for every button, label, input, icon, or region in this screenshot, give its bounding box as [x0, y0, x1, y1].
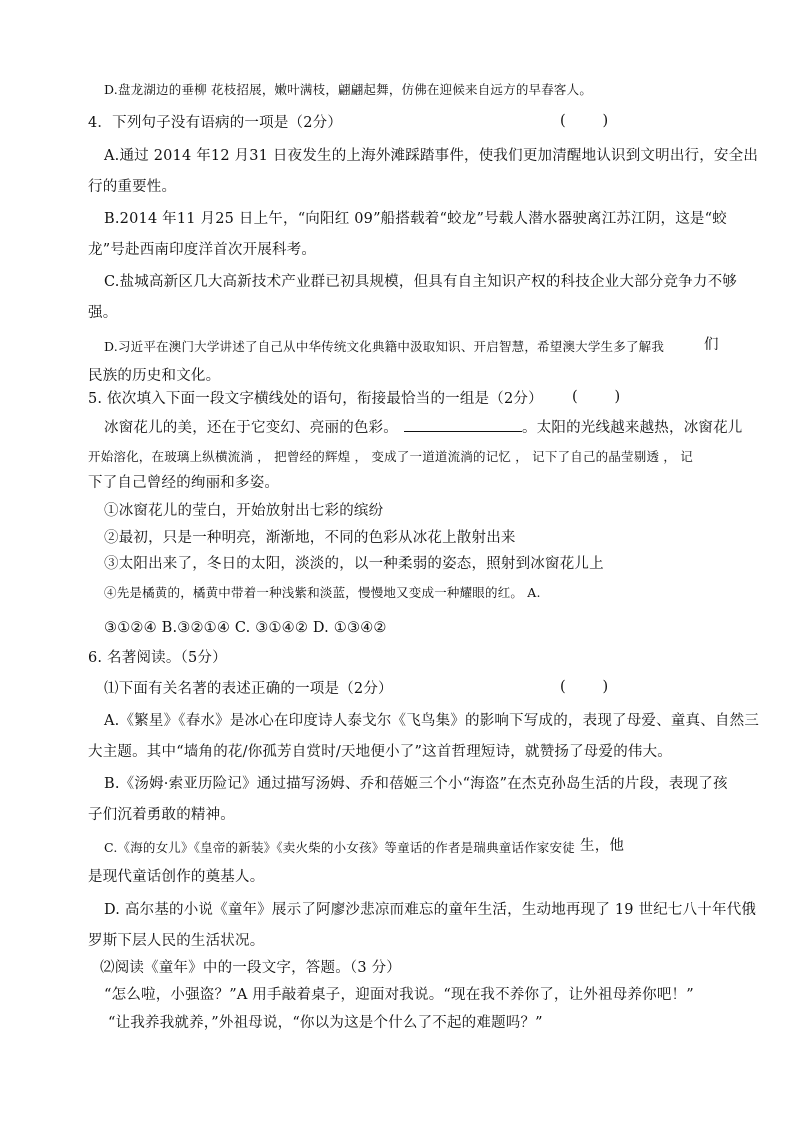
q6-stem: 6. 名著阅读。（5分）	[88, 650, 227, 666]
q5-item-3: ③太阳出来了，冬日的太阳，淡淡的，以一种柔弱的姿态，照射到冰窗花儿上	[104, 556, 604, 572]
q5-passage-start: 冰窗花儿的美，还在于它变幻、亮丽的色彩。	[104, 420, 398, 436]
q5-item-2: ②最初，只是一种明亮，渐渐地，不同的色彩从冰花上散射出来	[104, 530, 516, 546]
q4-option-d-cont: 民族的历史和文化。	[88, 368, 221, 384]
q4-option-b: B.2014 年11 月25 日上午，“向阳红 09”船搭载着“蛟龙”号载人潜水器驶离江苏江阴，这是“蛟	[104, 211, 727, 227]
q6-option-b: B.《汤姆·索亚历险记》通过描写汤姆、乔和蓓姬三个小“海盗”在杰克孙岛生活的片段，表现了孩	[104, 776, 728, 792]
q4-option-b-cont: 龙”号赴西南印度洋首次开展科考。	[88, 242, 317, 258]
q6-option-a: A.《繁星》《春水》是冰心在印度诗人泰戈尔《飞鸟集》的影响下写成的，表现了母爱、童真、自然三	[104, 713, 760, 729]
q5-answer-bracket: ( )	[572, 389, 621, 405]
q6-option-d-cont: 罗斯下层人民的生活状况。	[88, 933, 265, 949]
q6-2-stem: ⑵阅读《童年》中的一段文字，答题。（3 分）	[100, 960, 401, 976]
q4-option-c: C.盐城高新区几大高新技术产业群已初具规模，但具有自主知识产权的科技企业大部分竞争力不够	[104, 274, 737, 290]
q5-passage-end: 。太阳的光线越来越热，冰窗花儿	[522, 420, 743, 436]
q5-item-1: ①冰窗花儿的莹白，开始放射出七彩的缤纷	[104, 503, 384, 519]
q6-option-b-cont: 子们沉着勇敢的精神。	[88, 807, 235, 823]
q5-choices: ③①②④ B.③②①④ C. ③①④② D. ①③④②	[104, 620, 387, 636]
q5-passage-line3: 下了自己曾经的绚丽和多姿。	[88, 475, 280, 491]
q4-option-d: D.习近平在澳门大学讲述了自己从中华传统文化典籍中汲取知识、开启智慧，希望澳大学生多了解我	[104, 339, 665, 354]
q5-passage-line2: 开始溶化，在玻璃上纵横流淌 ， 把曾经的辉煌 ， 变成了一道道流淌的记忆 ， 记下了自己的晶莹剔透 ， 记	[88, 449, 693, 464]
q4-option-a-cont: 行的重要性。	[88, 179, 177, 195]
q6-option-c-tail: 生，他	[580, 838, 625, 854]
fill-blank[interactable]	[404, 417, 522, 432]
q6-1-answer-bracket: ( )	[560, 679, 609, 695]
q4-option-a: A.通过 2014 年12 月31 日夜发生的上海外滩踩踏事件，使我们更加清醒地认识到文明出行，安全出	[104, 148, 759, 164]
q5-stem: 5. 依次填入下面一段文字横线处的语句，衔接最恰当的一组是（2分）	[88, 391, 543, 407]
q4-stem: 4．下列句子没有语病的一项是（2分）	[88, 115, 343, 131]
q5-item-4: ④先是橘黄的，橘黄中带着一种浅紫和淡蓝，慢慢地又变成一种耀眼的红。 A.	[104, 585, 541, 600]
q6-option-d: D. 高尔基的小说《童年》展示了阿廖沙悲凉而难忘的童年生活，生动地再现了 19 世纪七八十年代俄	[104, 902, 757, 918]
excerpt-line2: “让我养我就养，”外祖母说，“你以为这是个什么了不起的难题吗？”	[108, 1015, 543, 1031]
q6-option-c: C.《海的女儿》《皇帝的新装》《卖火柴的小女孩》等童话的作者是瑞典童话作家安徒	[104, 840, 575, 855]
q4-answer-bracket: ( )	[560, 113, 609, 129]
excerpt-line1: “怎么啦，小强盗？”A 用手敲着桌子，迎面对我说。“现在我不养你了，让外祖母养你吧！”	[104, 987, 694, 1003]
q4-option-c-cont: 强。	[88, 305, 118, 321]
q5-passage-line1	[104, 417, 743, 438]
q4-option-d-tail: 们	[704, 337, 719, 353]
q3-option-d: D.盘龙湖边的垂柳 花枝招展，嫩叶满枝，翩翩起舞，仿佛在迎候来自远方的早春客人。	[104, 82, 593, 97]
q6-option-c-cont: 是现代童话创作的奠基人。	[88, 869, 265, 885]
q6-option-a-cont: 大主题。其中“墙角的花/你孤芳自赏时/天地便小了”这首哲理短诗，就赞扬了母爱的伟大。	[88, 744, 672, 760]
q6-1-stem: ⑴下面有关名著的表述正确的一项是（2分）	[104, 681, 393, 697]
